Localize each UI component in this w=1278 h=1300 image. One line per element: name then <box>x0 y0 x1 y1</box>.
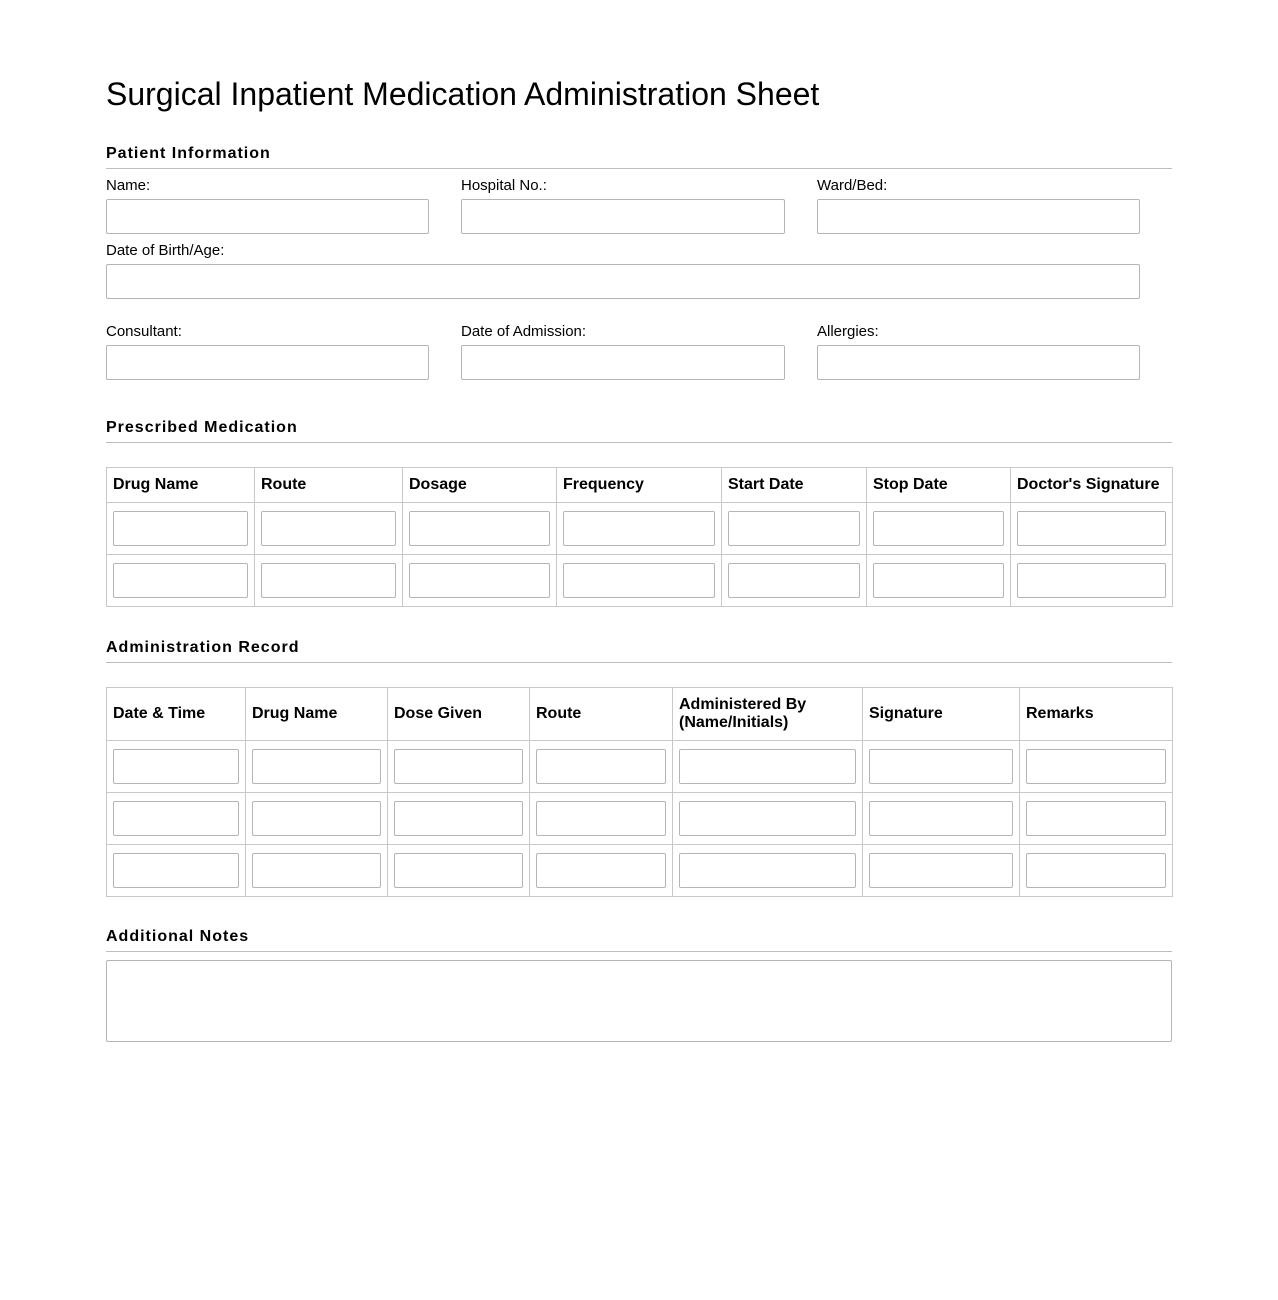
col-stop-date: Stop Date <box>867 468 1011 503</box>
drug-name-input[interactable] <box>252 749 381 784</box>
additional-notes-textarea[interactable] <box>106 960 1172 1042</box>
col-start-date: Start Date <box>722 468 867 503</box>
table-header-row <box>107 688 1173 741</box>
col-remarks: Remarks <box>1020 688 1173 741</box>
table-row <box>107 503 1173 555</box>
date-time-input[interactable] <box>113 749 239 784</box>
route-input[interactable] <box>536 749 666 784</box>
additional-notes-heading: Additional Notes <box>106 927 1172 952</box>
administered-by-input[interactable] <box>679 853 856 888</box>
doctor-signature-input[interactable] <box>1017 511 1166 546</box>
consultant-input[interactable] <box>106 345 429 380</box>
dose-given-input[interactable] <box>394 749 523 784</box>
dob-age-input[interactable] <box>106 264 1140 299</box>
col-drug-name: Drug Name <box>246 688 388 741</box>
hospital-no-input[interactable] <box>461 199 785 234</box>
col-dosage: Dosage <box>403 468 557 503</box>
col-doctor-signature: Doctor's Signature <box>1011 468 1173 503</box>
drug-name-input[interactable] <box>113 511 248 546</box>
date-time-input[interactable] <box>113 801 239 836</box>
col-route: Route <box>255 468 403 503</box>
ward-bed-input[interactable] <box>817 199 1140 234</box>
start-date-input[interactable] <box>728 511 860 546</box>
route-input[interactable] <box>261 511 396 546</box>
route-input[interactable] <box>536 853 666 888</box>
col-dose-given: Dose Given <box>388 688 530 741</box>
admission-date-input[interactable] <box>461 345 785 380</box>
prescribed-medication-heading: Prescribed Medication <box>106 418 1172 443</box>
dose-given-input[interactable] <box>394 853 523 888</box>
name-input[interactable] <box>106 199 429 234</box>
consultant-label: Consultant: <box>106 323 182 340</box>
doctor-signature-input[interactable] <box>1017 563 1166 598</box>
col-route: Route <box>530 688 673 741</box>
col-frequency: Frequency <box>557 468 722 503</box>
table-row <box>107 555 1173 607</box>
col-drug-name: Drug Name <box>107 468 255 503</box>
signature-input[interactable] <box>869 853 1013 888</box>
col-signature: Signature <box>863 688 1020 741</box>
table-row <box>107 793 1173 845</box>
signature-input[interactable] <box>869 801 1013 836</box>
dosage-input[interactable] <box>409 511 550 546</box>
administered-by-input[interactable] <box>679 749 856 784</box>
prescribed-medication-table <box>106 467 1173 607</box>
name-label: Name: <box>106 177 151 194</box>
remarks-input[interactable] <box>1026 749 1166 784</box>
admission-date-label: Date of Admission: <box>461 323 587 340</box>
route-input[interactable] <box>536 801 666 836</box>
patient-info-heading: Patient Information <box>106 144 1172 169</box>
stop-date-input[interactable] <box>873 563 1004 598</box>
drug-name-input[interactable] <box>252 801 381 836</box>
drug-name-input[interactable] <box>113 563 248 598</box>
ward-bed-label: Ward/Bed: <box>817 177 888 194</box>
table-row <box>107 845 1173 897</box>
stop-date-input[interactable] <box>873 511 1004 546</box>
hospital-no-label: Hospital No.: <box>461 177 547 194</box>
drug-name-input[interactable] <box>252 853 381 888</box>
route-input[interactable] <box>261 563 396 598</box>
administration-record-heading: Administration Record <box>106 638 1172 663</box>
start-date-input[interactable] <box>728 563 860 598</box>
frequency-input[interactable] <box>563 511 715 546</box>
dose-given-input[interactable] <box>394 801 523 836</box>
dob-age-label: Date of Birth/Age: <box>106 242 225 259</box>
remarks-input[interactable] <box>1026 801 1166 836</box>
date-time-input[interactable] <box>113 853 239 888</box>
remarks-input[interactable] <box>1026 853 1166 888</box>
administered-by-input[interactable] <box>679 801 856 836</box>
table-row <box>107 741 1173 793</box>
col-administered-by: Administered By (Name/Initials) <box>673 688 863 741</box>
allergies-label: Allergies: <box>817 323 879 340</box>
page-title: Surgical Inpatient Medication Administration Sheet <box>106 76 820 112</box>
col-date-time: Date & Time <box>107 688 246 741</box>
allergies-input[interactable] <box>817 345 1140 380</box>
frequency-input[interactable] <box>563 563 715 598</box>
administration-record-table <box>106 687 1173 897</box>
dosage-input[interactable] <box>409 563 550 598</box>
table-header-row <box>107 468 1173 503</box>
signature-input[interactable] <box>869 749 1013 784</box>
